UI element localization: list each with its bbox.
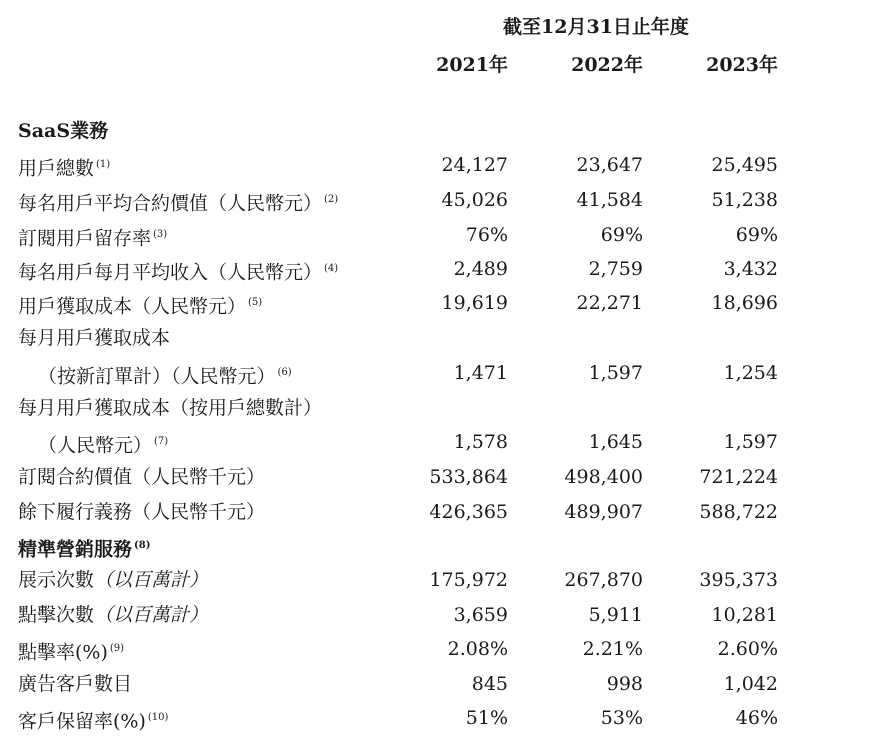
row-label (18, 222, 167, 251)
value-cell-2023: 46% (735, 707, 778, 729)
value-cell-2022: 1,645 (588, 431, 643, 453)
value-cell-2021: 51% (465, 707, 508, 729)
year-header-2023: 2023年 (706, 54, 778, 76)
table-row (0, 499, 881, 533)
row-label (18, 325, 170, 351)
row-label (38, 429, 168, 458)
section-header-row (0, 533, 881, 567)
row-label (18, 636, 124, 665)
table-row (0, 360, 881, 394)
table-row (0, 429, 881, 463)
value-cell-2023: 18,696 (711, 292, 778, 314)
value-cell-2021: 45,026 (441, 189, 508, 211)
row-label-text: 訂閱合約價值（人民幣千元） (18, 466, 266, 488)
value-cell-2022: 22,271 (576, 292, 643, 314)
row-label-text: 點擊次數（以百萬計） (18, 604, 209, 626)
value-cell-2023: 10,281 (711, 604, 778, 626)
row-label (18, 464, 265, 490)
footnote-marker: (5) (248, 297, 263, 308)
section-title (18, 118, 108, 144)
table-row (0, 705, 881, 739)
value-cell-2023: 588,722 (699, 501, 778, 523)
value-cell-2021: 175,972 (429, 569, 508, 591)
table-row (0, 222, 881, 256)
row-label-text: 每月用戶獲取成本（按用戶總數計） (18, 397, 323, 419)
row-label-text: 餘下履行義務（人民幣千元） (18, 501, 266, 523)
table-row (0, 152, 881, 186)
row-label-text: 用戶總數 (18, 157, 95, 180)
footnote-marker: (9) (109, 643, 125, 654)
year-header-2021: 2021年 (436, 54, 508, 76)
year-header-2022: 2022年 (571, 54, 643, 76)
value-cell-2023: 2.60% (717, 638, 778, 660)
value-cell-2022: 2,759 (588, 258, 643, 280)
row-label-text: SaaS業務 (18, 120, 109, 142)
table-row (0, 636, 881, 670)
row-label (18, 499, 265, 525)
row-label-text: 精準營銷服務 (18, 538, 133, 561)
row-label (18, 602, 208, 628)
value-cell-2021: 3,659 (453, 604, 508, 626)
table-row (0, 395, 881, 429)
footnote-marker: (8) (134, 540, 151, 551)
value-cell-2023: 51,238 (711, 189, 778, 211)
value-cell-2022: 267,870 (564, 569, 643, 591)
period-header: 截至12月31日止年度 (503, 16, 689, 38)
row-label-text: 點擊率(%) (18, 641, 108, 664)
table-row (0, 256, 881, 290)
row-label (18, 705, 168, 734)
value-cell-2022: 53% (600, 707, 643, 729)
row-label-text: 廣告客戶數目 (18, 673, 133, 695)
value-cell-2021: 19,619 (441, 292, 508, 314)
row-label (18, 152, 110, 181)
value-cell-2022: 5,911 (588, 604, 643, 626)
row-label-text: 展示次數（以百萬計） (18, 569, 209, 591)
row-label (18, 395, 322, 421)
value-cell-2023: 3,432 (723, 258, 778, 280)
value-cell-2022: 998 (606, 673, 643, 695)
row-label (18, 290, 262, 319)
value-cell-2022: 489,907 (564, 501, 643, 523)
row-label (18, 567, 208, 593)
footnote-marker: (6) (277, 367, 292, 378)
value-cell-2023: 721,224 (699, 466, 778, 488)
row-label-text: 用戶獲取成本（人民幣元） (18, 295, 247, 318)
row-label (18, 187, 338, 216)
value-cell-2021: 2.08% (447, 638, 508, 660)
row-label-text: （按新訂單計）（人民幣元） (38, 365, 276, 388)
row-label (38, 360, 292, 389)
value-cell-2023: 1,042 (723, 673, 778, 695)
footnote-marker: (7) (154, 436, 169, 447)
value-cell-2021: 1,578 (453, 431, 508, 453)
table-row (0, 464, 881, 498)
section-header-row (0, 118, 881, 152)
value-cell-2022: 23,647 (576, 154, 643, 176)
row-label-text: （人民幣元） (38, 434, 153, 457)
value-cell-2021: 426,365 (429, 501, 508, 523)
row-label-text: 客戶保留率(%) (18, 710, 146, 733)
table-row (0, 602, 881, 636)
table-row (0, 290, 881, 324)
value-cell-2021: 2,489 (453, 258, 508, 280)
value-cell-2023: 1,254 (723, 362, 778, 384)
row-label-text: 每名用戶每月平均收入（人民幣元） (18, 261, 323, 284)
value-cell-2021: 76% (465, 224, 508, 246)
value-cell-2023: 69% (735, 224, 778, 246)
row-label (18, 256, 338, 285)
footnote-marker: (10) (147, 712, 169, 723)
row-label-text: 每名用戶平均合約價值（人民幣元） (18, 192, 323, 215)
section-title (18, 533, 150, 562)
value-cell-2022: 2.21% (582, 638, 643, 660)
value-cell-2022: 1,597 (588, 362, 643, 384)
value-cell-2023: 395,373 (699, 569, 778, 591)
value-cell-2023: 1,597 (723, 431, 778, 453)
table-row (0, 325, 881, 359)
row-label-text: 訂閱用戶留存率 (18, 227, 152, 250)
row-label-text: 每月用戶獲取成本 (18, 327, 171, 349)
value-cell-2022: 41,584 (576, 189, 643, 211)
table-row (0, 567, 881, 601)
value-cell-2021: 845 (471, 673, 508, 695)
value-cell-2023: 25,495 (711, 154, 778, 176)
value-cell-2021: 24,127 (441, 154, 508, 176)
row-label (18, 671, 132, 697)
value-cell-2022: 69% (600, 224, 643, 246)
value-cell-2021: 1,471 (453, 362, 508, 384)
table-row (0, 671, 881, 705)
footnote-marker: (3) (153, 229, 168, 240)
value-cell-2022: 498,400 (564, 466, 643, 488)
table-row (0, 187, 881, 221)
footnote-marker: (1) (96, 159, 111, 170)
value-cell-2021: 533,864 (429, 466, 508, 488)
footnote-marker: (2) (324, 194, 339, 205)
footnote-marker: (4) (324, 263, 339, 274)
